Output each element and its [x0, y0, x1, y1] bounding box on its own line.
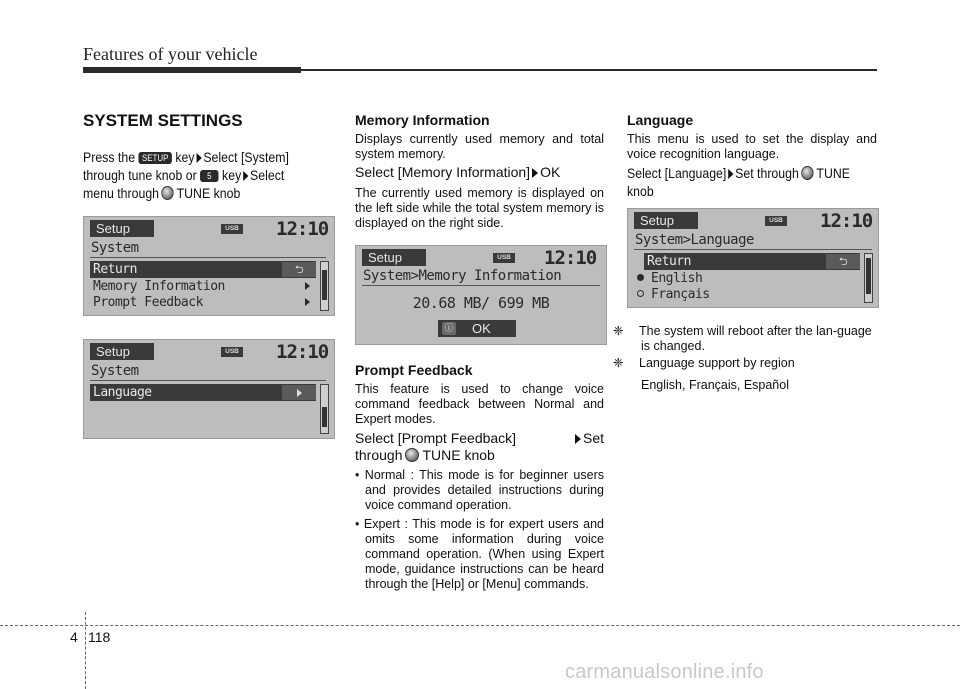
lcd-scroll-thumb[interactable]: [866, 258, 871, 294]
instr-text: knob: [627, 183, 654, 199]
lcd-row-return[interactable]: [90, 261, 316, 278]
instr-text: TUNE knob: [422, 447, 495, 463]
section-heading-system-settings: SYSTEM SETTINGS: [83, 111, 243, 130]
lcd-setup-tab: Setup: [90, 220, 154, 237]
instr-text: Set: [582, 430, 604, 446]
instr-text: TUNE: [816, 165, 850, 181]
instr-text: Press the: [83, 149, 136, 165]
chevron-right-icon: [305, 298, 310, 306]
bullet-expert: • Expert : This mode is for expert users and omits some information during voice command operation. (When using Expert mode, guidance instructions can be heard through the [Help] or [Menu] commands.: [355, 517, 604, 591]
lcd-divider: [90, 380, 326, 381]
heading-prompt-feedback: Prompt Feedback: [355, 362, 473, 378]
lcd-scrollbar[interactable]: [320, 384, 329, 434]
heading-memory-information: Memory Information: [355, 112, 490, 128]
lcd-row-label: Français: [651, 287, 710, 302]
language-description: This menu is used to set the display and voice recognition language.: [627, 132, 877, 161]
arrow-right-icon: [196, 153, 201, 163]
lcd-scrollbar[interactable]: [320, 261, 329, 311]
lcd-clock: 12:10: [544, 247, 597, 269]
lcd-path: System>Language: [635, 232, 754, 248]
note-symbol-icon: ❈: [613, 324, 624, 338]
chapter-number: 4: [70, 629, 78, 645]
lcd-row-memory-information[interactable]: [90, 278, 316, 295]
heading-language: Language: [627, 112, 694, 128]
instruction-line-3: [83, 184, 305, 202]
tune-knob-icon: [801, 166, 813, 180]
prompt-description: This feature is used to change voice command feedback between Normal and Expert modes.: [355, 382, 604, 426]
instr-text: Select [Memory Information]: [355, 164, 531, 180]
lcd-path: System>Memory Information: [363, 268, 562, 284]
instr-text: Select [Language]: [627, 165, 727, 181]
lcd-clock: 12:10: [276, 341, 329, 363]
lcd-path: System: [91, 363, 139, 379]
lcd-row-francais[interactable]: [634, 286, 860, 303]
lcd-setup-tab: Setup: [90, 343, 154, 360]
return-icon: ⮌: [826, 254, 860, 269]
arrow-right-icon: [243, 171, 248, 181]
lcd-row-english[interactable]: [634, 270, 860, 287]
arrow-right-icon: [532, 168, 538, 178]
memory-description-2: The currently used memory is displayed on the left side while the total system memory is displayed on the right side.: [355, 186, 604, 230]
instr-text: menu through: [83, 185, 160, 201]
memory-description: Displays currently used memory and total system memory.: [355, 132, 604, 161]
lcd-divider: [634, 249, 872, 250]
instr-text: Set through: [735, 165, 799, 181]
note-text: The system will reboot after the lan-guage is changed.: [639, 324, 872, 353]
instr-text: OK: [540, 164, 561, 180]
arrow-right-icon: [575, 434, 581, 444]
instr-text: key: [175, 149, 195, 165]
lcd-row-language[interactable]: [90, 384, 316, 401]
lcd-scroll-thumb[interactable]: [322, 270, 327, 300]
note-language-support: [613, 356, 877, 371]
setup-key-icon: SETUP: [138, 152, 171, 164]
note-symbol-icon: ❈: [613, 356, 624, 370]
lcd-setup-tab: Setup: [634, 212, 698, 229]
page-number: 118: [88, 629, 111, 645]
lcd-row-label: English: [651, 271, 703, 286]
instruction-line-2: [83, 166, 305, 184]
instr-text: Select [Prompt Feedback]: [355, 430, 517, 446]
lcd-clock: 12:10: [820, 210, 873, 232]
supported-languages: English, Français, Español: [641, 378, 789, 392]
lcd-scroll-thumb[interactable]: [322, 407, 327, 427]
lcd-row-label: Memory Information: [93, 279, 225, 294]
ok-button[interactable]: [438, 320, 516, 337]
header-rule: [300, 69, 877, 71]
watermark: carmanualsonline.info: [565, 661, 764, 683]
prompt-select-instruction: [355, 430, 604, 464]
instr-text: Select [System]: [203, 149, 289, 165]
usb-icon: USB: [493, 253, 515, 263]
lcd-setup-tab: Setup: [362, 249, 426, 266]
language-select-instruction: [627, 164, 850, 200]
ok-label: OK: [472, 321, 491, 336]
chevron-right-icon: [282, 385, 316, 400]
lcd-screen-system-language: [83, 339, 335, 439]
lcd-row-label: Language: [93, 385, 152, 400]
lcd-divider: [362, 285, 600, 286]
tune-knob-icon: [162, 186, 174, 200]
lcd-scrollbar[interactable]: [864, 253, 873, 303]
footer-divider: [85, 612, 86, 689]
lcd-row-prompt-feedback[interactable]: [90, 294, 316, 311]
header-bar: [83, 67, 301, 73]
lcd-row-return[interactable]: [644, 253, 860, 270]
instr-text: TUNE knob: [176, 185, 241, 201]
usb-icon: USB: [765, 216, 787, 226]
lcd-screen-system-menu: [83, 216, 335, 316]
memory-usage-value: 20.68 MB/ 699 MB: [412, 294, 550, 312]
memory-select-instruction: [355, 164, 560, 181]
tune-knob-icon: [405, 448, 419, 462]
lcd-row-label: Prompt Feedback: [93, 295, 203, 310]
lcd-screen-language: [627, 208, 879, 308]
usb-icon: USB: [221, 224, 243, 234]
lcd-clock: 12:10: [276, 218, 329, 240]
usb-icon: USB: [221, 347, 243, 357]
radio-unselected-icon: [637, 290, 644, 297]
note-reboot: [613, 324, 877, 354]
chevron-right-icon: [305, 282, 310, 290]
lcd-row-label: Return: [647, 254, 691, 269]
info-icon: ⓘ: [442, 322, 456, 335]
instr-text: through tune knob or: [83, 167, 197, 183]
footer-rule: [0, 625, 960, 626]
radio-selected-icon: [637, 274, 644, 281]
number-5-key-icon: 5: [200, 170, 218, 182]
lcd-screen-memory-information: [355, 245, 607, 345]
instr-text: Select: [250, 167, 285, 183]
note-text: Language support by region: [639, 356, 795, 370]
lcd-row-label: Return: [93, 262, 137, 277]
instr-text: key: [222, 167, 242, 183]
return-icon: ⮌: [282, 262, 316, 277]
instr-text: through: [355, 447, 403, 463]
arrow-right-icon: [728, 169, 733, 179]
instruction-line-1: [83, 148, 305, 166]
lcd-path: System: [91, 240, 139, 256]
bullet-normal: • Normal : This mode is for beginner users and provides detailed instructions during voice command operation.: [355, 468, 604, 512]
lcd-divider: [90, 257, 326, 258]
page-header-title: Features of your vehicle: [83, 44, 258, 64]
